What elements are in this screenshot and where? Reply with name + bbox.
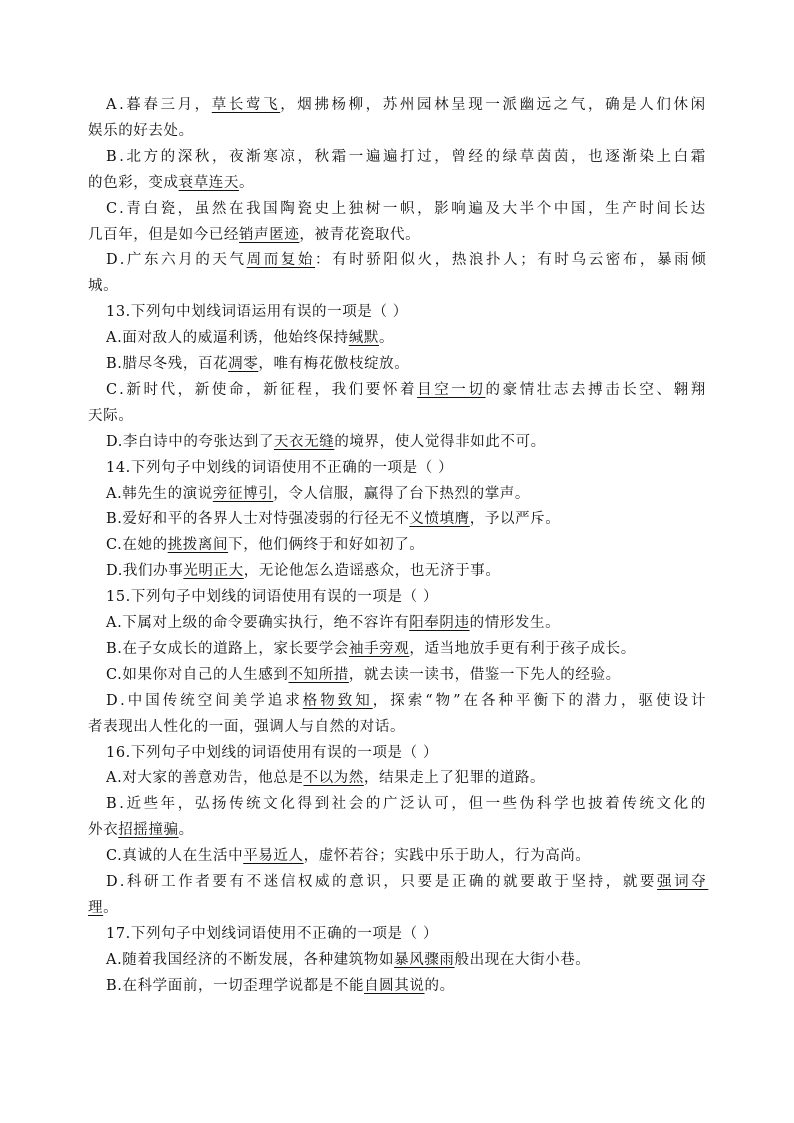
text-line: [88, 717, 405, 737]
text-segment: A.韩先生的演说: [106, 485, 213, 502]
text-segment: D.广东六月的天气: [106, 252, 247, 269]
text-segment: ，结果走上了犯罪的道路。: [363, 770, 546, 787]
text-segment: A.下属对上级的命令要确实执行，绝不容许有: [106, 615, 410, 631]
underlined-phrase: 袖手旁观: [348, 640, 410, 657]
text-line: [88, 898, 118, 918]
text-line: [106, 328, 394, 348]
text-line: [88, 121, 194, 141]
underlined-phrase: 目空一切: [417, 381, 486, 398]
text-segment: 。: [103, 899, 119, 916]
text-line: [106, 354, 409, 374]
text-segment: 15.下列句子中划线的词语使用有误的一项是（ ）: [106, 589, 439, 606]
text-segment: 。: [178, 822, 194, 839]
text-segment: 。: [239, 174, 255, 191]
text-segment: B.在子女成长的道路上，家长要学会: [106, 640, 349, 657]
text-segment: ，被青花瓷取代。: [299, 226, 421, 243]
text-segment: D.中国传统空间美学追求: [106, 692, 303, 709]
text-segment: B.近些年，弘扬传统文化得到社会的广泛认可，但一些伪科学也披着传统文化的: [106, 796, 708, 813]
text-segment: 的情形发生。: [469, 615, 561, 631]
underlined-phrase: 平易近人: [243, 848, 304, 865]
text-segment: ，予以严斥。: [469, 511, 561, 528]
text-segment: 外衣: [88, 822, 119, 839]
underlined-phrase: 招摇撞骗: [118, 822, 179, 839]
text-segment: C.青白瓷，虽然在我国陶瓷史上独树一帜，影响遍及大半个中国，生产时间长达: [106, 200, 708, 217]
text-line: [106, 587, 438, 607]
text-segment: 。: [378, 330, 395, 347]
text-segment: 的色彩，变成: [88, 174, 179, 191]
underlined-phrase: 周而复始: [246, 252, 316, 269]
text-line: [106, 665, 621, 685]
text-segment: 者表现出人性化的一面，强调人与自然的对话。: [88, 718, 406, 735]
text-line: [88, 276, 118, 296]
text-line: [106, 484, 530, 504]
text-line: [106, 768, 545, 788]
text-segment: B.在科学面前，一切歪理学说都是不能: [106, 977, 365, 994]
text-segment: 13.下列句中划线词语运用有误的一项是（ ）: [106, 304, 408, 321]
text-segment: A.面对敌人的威逼利诱，他始终保持: [106, 330, 349, 347]
text-segment: 下，他们俩终于和好如初了。: [228, 537, 425, 554]
text-segment: B.爱好和平的各界人士对恃强凌弱的行径无不: [106, 511, 410, 528]
text-segment: ，就去读一读书，借鉴一下先人的经验。: [348, 666, 621, 683]
text-line: [106, 794, 708, 814]
text-segment: A.暮春三月，: [106, 97, 212, 113]
underlined-phrase: 衰草连天: [178, 174, 240, 191]
text-segment: 的豪情壮志去搏击长空、翱翔: [485, 381, 708, 398]
text-segment: ，探索“物”在各种平衡下的潜力，驱使设计: [372, 692, 709, 709]
text-line: [88, 225, 420, 245]
text-segment: ，虚怀若谷；实践中乐于助人，行为高尚。: [303, 848, 591, 865]
text-segment: 娱乐的好去处。: [88, 122, 194, 139]
text-line: [106, 561, 500, 581]
text-line: [106, 302, 408, 322]
text-segment: 17.下列句子中划线词语使用不正确的一项是（ ）: [106, 925, 439, 942]
underlined-phrase: 光明正大: [183, 563, 244, 580]
text-line: [88, 406, 133, 426]
text-segment: ，烟拂杨柳，苏州园林呈现一派幽远之气，确是人们休闲: [280, 97, 708, 113]
text-segment: ，无论他怎么造谣惑众，也无济于事。: [243, 563, 501, 580]
underlined-phrase: 强词夺: [657, 874, 709, 890]
text-line: [106, 743, 438, 763]
underlined-phrase: 挑拨离间: [167, 537, 229, 554]
text-segment: D.我们办事: [106, 563, 184, 580]
text-segment: C.如果你对自己的人生感到: [106, 666, 289, 683]
underlined-phrase: 格物致知: [302, 692, 373, 709]
text-line: [106, 147, 708, 167]
underlined-phrase: 义愤填膺: [409, 511, 470, 528]
underlined-phrase: 暴风骤雨: [394, 951, 455, 968]
underlined-phrase: 自圆其说: [364, 977, 425, 994]
text-segment: B.北方的深秋，夜渐寒凉，秋霜一遍遍打过，曾经的绿草茵茵，也逐渐染上白霜: [106, 148, 708, 165]
text-line: [106, 976, 455, 996]
text-line: [106, 639, 636, 659]
underlined-phrase: 不以为然: [303, 770, 364, 787]
text-line: [106, 872, 708, 892]
text-segment: D.科研工作者要有不迷信权威的意识，只要是正确的就要敢于坚持，就要: [106, 874, 658, 890]
text-line: [106, 509, 560, 529]
text-segment: A.对大家的善意劝告，他总是: [106, 770, 304, 787]
text-segment: 的。: [424, 977, 455, 994]
text-segment: 城。: [88, 278, 119, 295]
text-segment: 的境界，使人觉得非如此不可。: [334, 433, 546, 450]
text-segment: ，适当地放手更有利于孩子成长。: [409, 640, 636, 657]
text-segment: C.真诚的人在生活中: [106, 848, 244, 865]
text-line: [106, 432, 546, 452]
underlined-phrase: 凋零: [228, 356, 259, 372]
text-line: [88, 820, 194, 840]
underlined-phrase: 不知所措: [288, 666, 349, 683]
text-line: [106, 846, 591, 866]
text-segment: ，令人信服，赢得了台下热烈的掌声。: [273, 485, 530, 502]
text-segment: B.腊尽冬残，百花: [106, 356, 229, 372]
text-segment: 天际。: [88, 407, 134, 424]
text-line: [106, 380, 708, 400]
text-segment: ，唯有梅花傲枝绽放。: [258, 356, 410, 372]
text-segment: 16.下列句子中划线的词语使用有误的一项是（ ）: [106, 744, 439, 761]
text-segment: 几百年，但是如今已经: [88, 226, 239, 243]
text-line: [106, 199, 708, 219]
underlined-phrase: 缄默: [348, 330, 379, 347]
text-segment: 14.下列句子中划线的词语使用不正确的一项是（ ）: [106, 459, 454, 476]
text-segment: D.李白诗中的夸张达到了: [106, 433, 274, 450]
underlined-phrase: 理: [88, 899, 104, 916]
underlined-phrase: 销声匿迹: [239, 226, 300, 243]
text-segment: A.随着我国经济的不断发展，各种建筑物如: [106, 951, 395, 968]
underlined-phrase: 旁征博引: [212, 485, 274, 502]
underlined-phrase: 阳奉阴违: [409, 615, 470, 631]
text-segment: ：有时骄阳似火，热浪扑人；有时乌云密布，暴雨倾: [315, 252, 709, 269]
text-segment: C.在她的: [106, 537, 168, 554]
text-line: [106, 95, 708, 115]
text-line: [106, 535, 424, 555]
underlined-phrase: 天衣无缝: [273, 433, 335, 450]
text-segment: C.新时代，新使命，新征程，我们要怀着: [106, 381, 418, 398]
text-segment: 般出现在大街小巷。: [454, 951, 591, 968]
text-line: [106, 924, 438, 944]
text-line: [106, 250, 708, 270]
text-line: [106, 691, 709, 711]
text-line: [88, 173, 254, 193]
underlined-phrase: 草长莺飞: [211, 97, 281, 113]
text-line: [106, 458, 453, 478]
text-line: [106, 613, 560, 633]
text-line: [106, 950, 590, 970]
